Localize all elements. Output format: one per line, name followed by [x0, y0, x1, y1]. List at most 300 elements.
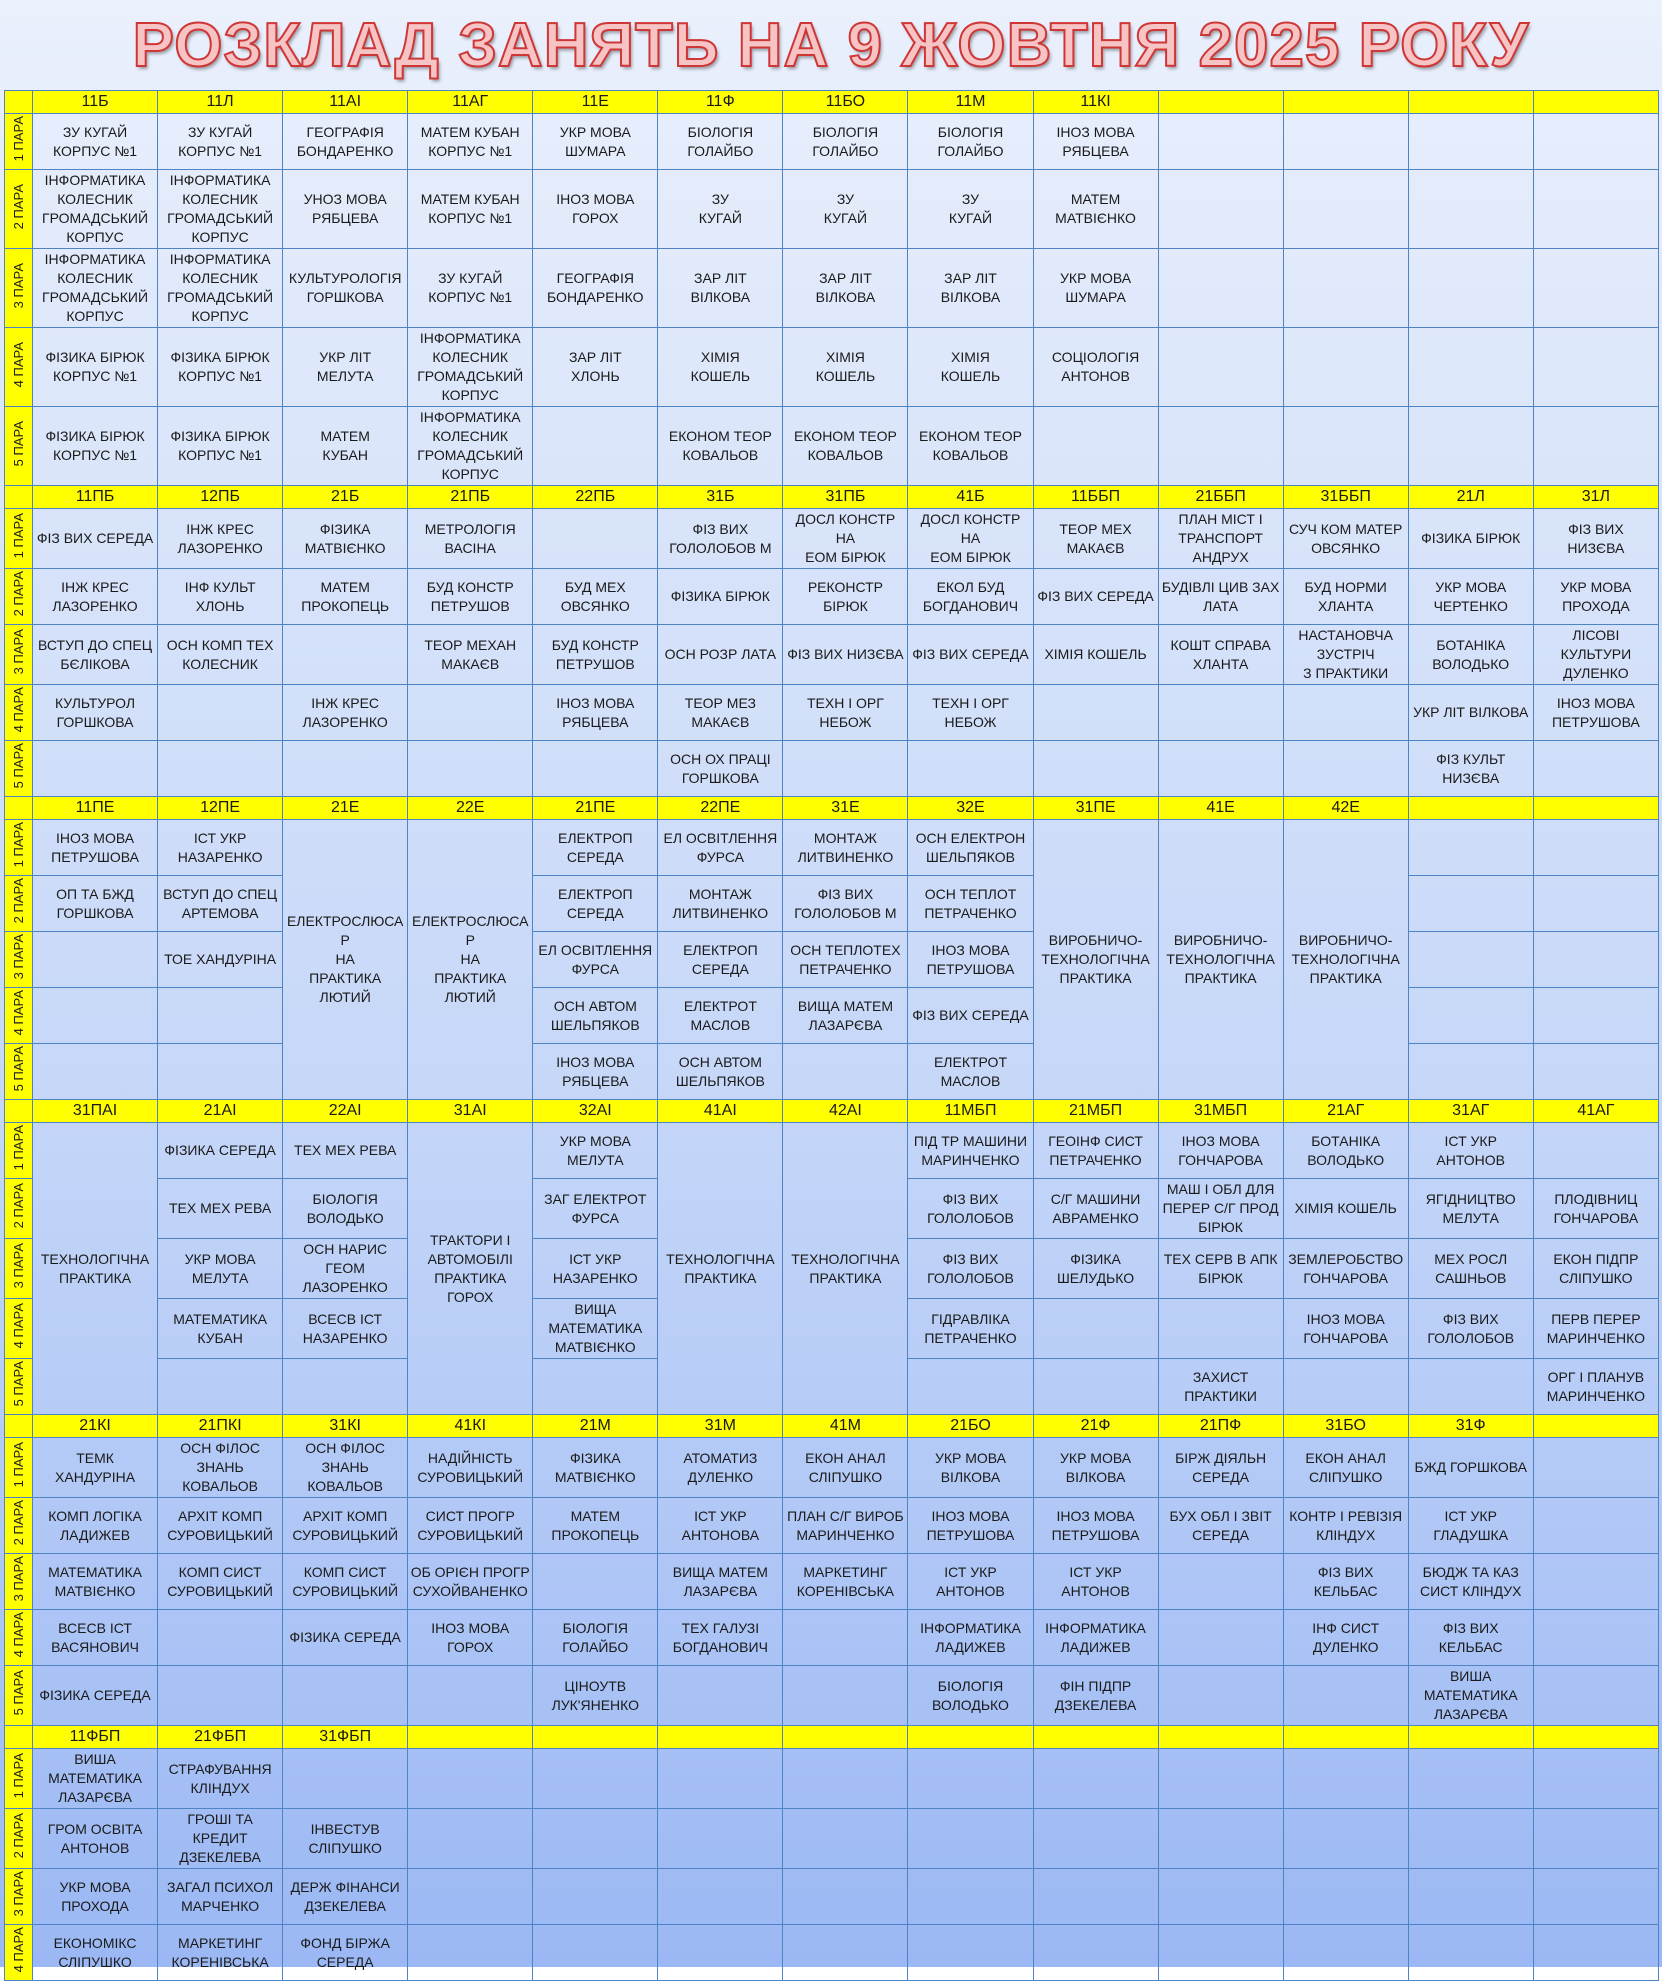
lesson-cell: [408, 1749, 533, 1809]
lesson-cell: БОТАНІКА ВОЛОДЬКО: [1408, 625, 1533, 685]
lesson-cell: УКР МОВА ЧЕРТЕНКО: [1408, 569, 1533, 625]
lesson-cell: ЗАГ ЕЛЕКТРОТ ФУРСА: [533, 1179, 658, 1239]
lesson-cell: [1283, 1359, 1408, 1415]
group-name: [908, 1726, 1033, 1749]
period-label: 4 ПАРА: [5, 1299, 33, 1359]
lesson-cell: ВСТУП ДО СПЕЦ АРТЕМОВА: [158, 876, 283, 932]
group-name: [408, 1726, 533, 1749]
lesson-cell: ОСН ЕЛЕКТРОН ШЕЛЬПЯКОВ: [908, 820, 1033, 876]
lesson-cell: [533, 1925, 658, 1981]
lesson-cell: [1158, 1554, 1283, 1610]
lesson-cell: ФІЗИКА БІРЮК КОРПУС №1: [33, 328, 158, 407]
lesson-cell: ФІЗ ВИХ ГОЛОЛОБОВ М: [658, 509, 783, 569]
lesson-cell: ФІЗ ВИХ ГОЛОЛОБОВ: [908, 1239, 1033, 1299]
header-corner: [5, 1726, 33, 1749]
lesson-cell: УКР МОВА ВІЛКОВА: [908, 1438, 1033, 1498]
lesson-cell: [1408, 328, 1533, 407]
lesson-cell: УКР МОВА ШУМАРА: [1033, 249, 1158, 328]
lesson-cell: [1283, 114, 1408, 170]
lesson-cell: [1158, 114, 1283, 170]
header-corner: [5, 1415, 33, 1438]
lesson-cell: ФІЗИКА СЕРЕДА: [158, 1123, 283, 1179]
lesson-cell: ЛІСОВІ КУЛЬТУРИ ДУЛЕНКО: [1533, 625, 1658, 685]
lesson-cell: ІНФОРМАТИКА ЛАДИЖЕВ: [1033, 1610, 1158, 1666]
lesson-cell: [1033, 1299, 1158, 1359]
group-name: [1408, 797, 1533, 820]
lesson-cell: ВИША МАТЕМАТИКА ЛАЗАРЄВА: [33, 1749, 158, 1809]
group-name: 31ПБ: [783, 486, 908, 509]
lesson-cell: [1533, 328, 1658, 407]
lesson-cell: ОСН ФІЛОС ЗНАНЬ КОВАЛЬОВ: [283, 1438, 408, 1498]
lesson-cell: [1408, 170, 1533, 249]
period-label: 5 ПАРА: [5, 1359, 33, 1415]
lesson-cell: ФІЗИКА БІРЮК: [1408, 509, 1533, 569]
group-name: 21ПКІ: [158, 1415, 283, 1438]
lesson-cell: УКР МОВА МЕЛУТА: [533, 1123, 658, 1179]
lesson-cell: ТЕОР МЕХ МАКАЄВ: [1033, 509, 1158, 569]
period-label: 3 ПАРА: [5, 249, 33, 328]
group-name: 11КІ: [1033, 91, 1158, 114]
lesson-cell: ФІЗИКА МАТВІЄНКО: [283, 509, 408, 569]
lesson-cell: [1408, 1809, 1533, 1869]
lesson-cell: [283, 625, 408, 685]
lesson-cell: КОМП СИСТ СУРОВИЦЬКИЙ: [283, 1554, 408, 1610]
period-label: 4 ПАРА: [5, 328, 33, 407]
group-name: [1283, 1726, 1408, 1749]
lesson-cell: ТЕОР МЕЗ МАКАЄВ: [658, 685, 783, 741]
lesson-cell: ЦІНОУТВ ЛУК'ЯНЕНКО: [533, 1666, 658, 1726]
lesson-cell: [1158, 249, 1283, 328]
lesson-cell: МОНТАЖ ЛИТВИНЕНКО: [658, 876, 783, 932]
group-name: 31КІ: [283, 1415, 408, 1438]
group-name: 32АІ: [533, 1100, 658, 1123]
lesson-cell: [908, 1925, 1033, 1981]
group-name: 21АГ: [1283, 1100, 1408, 1123]
period-label: 3 ПАРА: [5, 625, 33, 685]
lesson-cell: МАТЕМ МАТВІЄНКО: [1033, 170, 1158, 249]
lesson-cell: [783, 1044, 908, 1100]
group-name: 11ПЕ: [33, 797, 158, 820]
period-label: 3 ПАРА: [5, 1554, 33, 1610]
lesson-cell: [1408, 988, 1533, 1044]
group-name: 21ПБ: [408, 486, 533, 509]
period-row: [5, 685, 1659, 741]
lesson-cell: ФІЗ ВИХ КЕЛЬБАС: [1408, 1610, 1533, 1666]
lesson-cell: ФІЗ ВИХ СЕРЕДА: [908, 625, 1033, 685]
lesson-cell: ЗАР ЛІТ ВІЛКОВА: [658, 249, 783, 328]
lesson-cell: [1033, 685, 1158, 741]
group-name: 11БО: [783, 91, 908, 114]
group-name: 12ПБ: [158, 486, 283, 509]
lesson-cell: [158, 741, 283, 797]
period-label: 4 ПАРА: [5, 685, 33, 741]
lesson-cell: ЕКОН ПІДПР СЛІПУШКО: [1533, 1239, 1658, 1299]
group-header-row: [5, 91, 1659, 114]
group-name: 21ФБП: [158, 1726, 283, 1749]
lesson-cell: [33, 932, 158, 988]
group-name: 31БО: [1283, 1415, 1408, 1438]
lesson-cell: ЗУ КУГАЙ КОРПУС №1: [33, 114, 158, 170]
lesson-cell: [1533, 1044, 1658, 1100]
group-name: 21ПФ: [1158, 1415, 1283, 1438]
lesson-cell: [1408, 1869, 1533, 1925]
page-title: РОЗКЛАД ЗАНЯТЬ НА 9 ЖОВТНЯ 2025 РОКУ: [132, 10, 1530, 80]
lesson-cell: [1408, 249, 1533, 328]
lesson-cell: ІНОЗ МОВА ГОНЧАРОВА: [1283, 1299, 1408, 1359]
lesson-cell: ФІЗ ВИХ НИЗЄВА: [783, 625, 908, 685]
lesson-cell: ЕЛЕКТРОТ МАСЛОВ: [658, 988, 783, 1044]
group-name: 31АГ: [1408, 1100, 1533, 1123]
lesson-cell: КОШТ СПРАВА ХЛАНТА: [1158, 625, 1283, 685]
lesson-cell: МАТЕМ КУБАН: [283, 407, 408, 486]
lesson-cell: ПЛАН С/Г ВИРОБ МАРИНЧЕНКО: [783, 1498, 908, 1554]
group-header-row: [5, 486, 1659, 509]
lesson-cell: [533, 1869, 658, 1925]
period-label: 1 ПАРА: [5, 1438, 33, 1498]
lesson-cell: ФІЗИКА МАТВІЄНКО: [533, 1438, 658, 1498]
lesson-cell: [1533, 1925, 1658, 1981]
lesson-cell: СОЦІОЛОГІЯ АНТОНОВ: [1033, 328, 1158, 407]
lesson-cell: МАТЕМАТИКА КУБАН: [158, 1299, 283, 1359]
lesson-cell: ІСТ УКР АНТОНОВ: [1408, 1123, 1533, 1179]
group-name: 11Е: [533, 91, 658, 114]
lesson-cell: [1158, 328, 1283, 407]
lesson-cell: [1158, 741, 1283, 797]
lesson-cell: ОБ ОРІЄН ПРОГР СУХОЙВАНЕНКО: [408, 1554, 533, 1610]
lesson-cell: ТРАКТОРИ І АВТОМОБІЛІ ПРАКТИКА ГОРОХ: [408, 1123, 533, 1415]
group-name: [1033, 1726, 1158, 1749]
group-name: 21АІ: [158, 1100, 283, 1123]
lesson-cell: ЕКОН АНАЛ СЛІПУШКО: [1283, 1438, 1408, 1498]
lesson-cell: [1533, 741, 1658, 797]
lesson-cell: [533, 1359, 658, 1415]
lesson-cell: МАТЕМ КУБАН КОРПУС №1: [408, 170, 533, 249]
lesson-cell: БУХ ОБЛ І ЗВІТ СЕРЕДА: [1158, 1498, 1283, 1554]
lesson-cell: [1158, 1666, 1283, 1726]
lesson-cell: [1408, 876, 1533, 932]
lesson-cell: ЗАР ЛІТ ХЛОНЬ: [533, 328, 658, 407]
lesson-cell: БЖД ГОРШКОВА: [1408, 1438, 1533, 1498]
lesson-cell: [1533, 1123, 1658, 1179]
schedule-table: [4, 90, 1659, 1981]
lesson-cell: ІСТ УКР НАЗАРЕНКО: [158, 820, 283, 876]
lesson-cell: [158, 1666, 283, 1726]
lesson-cell: ВИЩА МАТЕМ ЛАЗАРЄВА: [783, 988, 908, 1044]
lesson-cell: КОМП СИСТ СУРОВИЦЬКИЙ: [158, 1554, 283, 1610]
lesson-cell: [1533, 988, 1658, 1044]
group-name: [1533, 1726, 1658, 1749]
lesson-cell: ФІЗ ВИХ НИЗЄВА: [1533, 509, 1658, 569]
period-row: [5, 114, 1659, 170]
lesson-cell: СИСТ ПРОГР СУРОВИЦЬКИЙ: [408, 1498, 533, 1554]
period-row: [5, 741, 1659, 797]
lesson-cell: ФІЗИКА БІРЮК КОРПУС №1: [33, 407, 158, 486]
lesson-cell: [1033, 741, 1158, 797]
lesson-cell: РЕКОНСТР БІРЮК: [783, 569, 908, 625]
period-row: [5, 1498, 1659, 1554]
lesson-cell: АРХІТ КОМП СУРОВИЦЬКИЙ: [158, 1498, 283, 1554]
lesson-cell: ІНОЗ МОВА РЯБЦЕВА: [533, 685, 658, 741]
lesson-cell: [1408, 1749, 1533, 1809]
header-corner: [5, 486, 33, 509]
lesson-cell: [1408, 1359, 1533, 1415]
group-name: [533, 1726, 658, 1749]
lesson-cell: НАДІЙНІСТЬ СУРОВИЦЬКИЙ: [408, 1438, 533, 1498]
lesson-cell: [408, 685, 533, 741]
lesson-cell: [283, 1359, 408, 1415]
group-name: 22ПБ: [533, 486, 658, 509]
lesson-cell: ІНОЗ МОВА ПЕТРУШОВА: [33, 820, 158, 876]
group-name: 21Ф: [1033, 1415, 1158, 1438]
group-name: 31ББП: [1283, 486, 1408, 509]
lesson-cell: [1533, 1749, 1658, 1809]
lesson-cell: ФІЗ ВИХ СЕРЕДА: [908, 988, 1033, 1044]
period-row: [5, 1554, 1659, 1610]
lesson-cell: ЕЛЕКТРОТ МАСЛОВ: [908, 1044, 1033, 1100]
lesson-cell: ЗАХИСТ ПРАКТИКИ: [1158, 1359, 1283, 1415]
lesson-cell: ТЕХНОЛОГІЧНА ПРАКТИКА: [658, 1123, 783, 1415]
lesson-cell: ІНВЕСТУВ СЛІПУШКО: [283, 1809, 408, 1869]
lesson-cell: ДОСЛ КОНСТР НА ЕОМ БІРЮК: [908, 509, 1033, 569]
period-row: [5, 1869, 1659, 1925]
lesson-cell: ІНФОРМАТИКА КОЛЕСНИК ГРОМАДСЬКИЙ КОРПУС: [408, 328, 533, 407]
lesson-cell: [408, 1666, 533, 1726]
lesson-cell: ЗУ КУГАЙ КОРПУС №1: [158, 114, 283, 170]
lesson-cell: [908, 1869, 1033, 1925]
group-name: 11МБП: [908, 1100, 1033, 1123]
lesson-cell: УКР МОВА ШУМАРА: [533, 114, 658, 170]
group-name: 31ПАІ: [33, 1100, 158, 1123]
period-label: 1 ПАРА: [5, 820, 33, 876]
lesson-cell: [1033, 1925, 1158, 1981]
lesson-cell: КУЛЬТУРОЛОГІЯ ГОРШКОВА: [283, 249, 408, 328]
lesson-cell: [1033, 1359, 1158, 1415]
lesson-cell: [1408, 407, 1533, 486]
group-name: 31Л: [1533, 486, 1658, 509]
lesson-cell: ХІМІЯ КОШЕЛЬ: [658, 328, 783, 407]
lesson-cell: [908, 1809, 1033, 1869]
lesson-cell: ГРОМ ОСВІТА АНТОНОВ: [33, 1809, 158, 1869]
lesson-cell: ТЕХ МЕХ РЕВА: [283, 1123, 408, 1179]
lesson-cell: БІОЛОГІЯ ГОЛАЙБО: [908, 114, 1033, 170]
lesson-cell: ГЕОІНФ СИСТ ПЕТРАЧЕНКО: [1033, 1123, 1158, 1179]
lesson-cell: [1158, 1869, 1283, 1925]
lesson-cell: МЕХ РОСЛ САШНЬОВ: [1408, 1239, 1533, 1299]
group-name: 31ПЕ: [1033, 797, 1158, 820]
group-name: 31Е: [783, 797, 908, 820]
lesson-cell: [1033, 1809, 1158, 1869]
lesson-cell: БІОЛОГІЯ ГОЛАЙБО: [783, 114, 908, 170]
period-row: [5, 988, 1659, 1044]
lesson-cell: [783, 741, 908, 797]
lesson-cell: [1283, 170, 1408, 249]
lesson-cell: ТОЕ ХАНДУРІНА: [158, 932, 283, 988]
lesson-cell: [1533, 876, 1658, 932]
lesson-cell: ІНОЗ МОВА ГОНЧАРОВА: [1158, 1123, 1283, 1179]
lesson-cell: ЕЛЕКТРОП СЕРЕДА: [533, 820, 658, 876]
lesson-cell: ВИЩА МАТЕМАТИКА МАТВІЄНКО: [533, 1299, 658, 1359]
lesson-cell: БУДІВЛІ ЦИВ ЗАХ ЛАТА: [1158, 569, 1283, 625]
lesson-cell: [283, 741, 408, 797]
lesson-cell: [283, 1749, 408, 1809]
lesson-cell: ІСТ УКР АНТОНОВ: [1033, 1554, 1158, 1610]
lesson-cell: ЕКОНОМІКС СЛІПУШКО: [33, 1925, 158, 1981]
lesson-cell: [1533, 1438, 1658, 1498]
lesson-cell: ЕКОНОМ ТЕОР КОВАЛЬОВ: [658, 407, 783, 486]
lesson-cell: БУД НОРМИ ХЛАНТА: [1283, 569, 1408, 625]
lesson-cell: [1533, 114, 1658, 170]
group-name: 12ПЕ: [158, 797, 283, 820]
group-name: 31Б: [658, 486, 783, 509]
period-row: [5, 1809, 1659, 1869]
group-name: [658, 1726, 783, 1749]
lesson-cell: ТЕХН І ОРГ НЕБОЖ: [783, 685, 908, 741]
lesson-cell: [658, 1666, 783, 1726]
lesson-cell: [1533, 932, 1658, 988]
lesson-cell: БІОЛОГІЯ ВОЛОДЬКО: [908, 1666, 1033, 1726]
lesson-cell: ЗУ КУГАЙ: [908, 170, 1033, 249]
lesson-cell: УКР ЛІТ ВІЛКОВА: [1408, 685, 1533, 741]
lesson-cell: ФІЗИКА БІРЮК: [658, 569, 783, 625]
lesson-cell: ФІЗ ВИХ СЕРЕДА: [1033, 569, 1158, 625]
lesson-cell: ОСН АВТОМ ШЕЛЬПЯКОВ: [658, 1044, 783, 1100]
lesson-cell: ГЕОГРАФІЯ БОНДАРЕНКО: [533, 249, 658, 328]
lesson-cell: ФІЗИКА БІРЮК КОРПУС №1: [158, 407, 283, 486]
lesson-cell: КОМП ЛОГІКА ЛАДИЖЕВ: [33, 1498, 158, 1554]
lesson-cell: [658, 1749, 783, 1809]
group-name: 11Л: [158, 91, 283, 114]
lesson-cell: [1533, 170, 1658, 249]
lesson-cell: ТЕХН І ОРГ НЕБОЖ: [908, 685, 1033, 741]
lesson-cell: С/Г МАШИНИ АВРАМЕНКО: [1033, 1179, 1158, 1239]
lesson-cell: УКР МОВА ПРОХОДА: [1533, 569, 1658, 625]
lesson-cell: [1533, 1869, 1658, 1925]
lesson-cell: ДЕРЖ ФІНАНСИ ДЗЕКЕЛЕВА: [283, 1869, 408, 1925]
lesson-cell: МАТЕМАТИКА МАТВІЄНКО: [33, 1554, 158, 1610]
lesson-cell: [658, 1925, 783, 1981]
period-row: [5, 509, 1659, 569]
header-corner: [5, 1100, 33, 1123]
lesson-cell: ГІДРАВЛІКА ПЕТРАЧЕНКО: [908, 1299, 1033, 1359]
period-label: 5 ПАРА: [5, 1666, 33, 1726]
lesson-cell: ФІЗИКА СЕРЕДА: [33, 1666, 158, 1726]
lesson-cell: [783, 1809, 908, 1869]
period-label: 1 ПАРА: [5, 1749, 33, 1809]
group-name: 41КІ: [408, 1415, 533, 1438]
lesson-cell: СУЧ КОМ МАТЕР ОВСЯНКО: [1283, 509, 1408, 569]
lesson-cell: ІНФОРМАТИКА КОЛЕСНИК ГРОМАДСЬКИЙ КОРПУС: [158, 170, 283, 249]
lesson-cell: [283, 1666, 408, 1726]
lesson-cell: ОСН КОМП ТЕХ КОЛЕСНИК: [158, 625, 283, 685]
lesson-cell: [783, 1610, 908, 1666]
lesson-cell: [1283, 1925, 1408, 1981]
lesson-cell: [1033, 407, 1158, 486]
lesson-cell: ФІЗ ВИХ ГОЛОЛОБОВ М: [783, 876, 908, 932]
header-corner: [5, 797, 33, 820]
lesson-cell: [158, 988, 283, 1044]
lesson-cell: ІСТ УКР НАЗАРЕНКО: [533, 1239, 658, 1299]
lesson-cell: [908, 741, 1033, 797]
lesson-cell: [1408, 932, 1533, 988]
lesson-cell: [1408, 820, 1533, 876]
group-name: 41АГ: [1533, 1100, 1658, 1123]
group-name: 21БО: [908, 1415, 1033, 1438]
lesson-cell: [908, 1749, 1033, 1809]
group-name: 31Ф: [1408, 1415, 1533, 1438]
period-row: [5, 1123, 1659, 1179]
lesson-cell: ФІН ПІДПР ДЗЕКЕЛЕВА: [1033, 1666, 1158, 1726]
lesson-cell: ТЕХНОЛОГІЧНА ПРАКТИКА: [33, 1123, 158, 1415]
lesson-cell: ФІЗИКА ШЕЛУДЬКО: [1033, 1239, 1158, 1299]
period-label: 2 ПАРА: [5, 170, 33, 249]
period-row: [5, 1666, 1659, 1726]
lesson-cell: ОРГ І ПЛАНУВ МАРИНЧЕНКО: [1533, 1359, 1658, 1415]
lesson-cell: СТРАФУВАННЯ КЛІНДУХ: [158, 1749, 283, 1809]
period-row: [5, 820, 1659, 876]
period-label: 1 ПАРА: [5, 1123, 33, 1179]
period-row: [5, 1610, 1659, 1666]
lesson-cell: ІНФ СИСТ ДУЛЕНКО: [1283, 1610, 1408, 1666]
lesson-cell: МАРКЕТИНГ КОРЕНІВСЬКА: [158, 1925, 283, 1981]
lesson-cell: ГРОШІ ТА КРЕДИТ ДЗЕКЕЛЕВА: [158, 1809, 283, 1869]
period-label: 2 ПАРА: [5, 876, 33, 932]
lesson-cell: [1283, 249, 1408, 328]
lesson-cell: БУД КОНСТР ПЕТРУШОВ: [533, 625, 658, 685]
lesson-cell: ІСТ УКР ГЛАДУШКА: [1408, 1498, 1533, 1554]
lesson-cell: [408, 1869, 533, 1925]
group-name: 11Ф: [658, 91, 783, 114]
period-label: 2 ПАРА: [5, 1179, 33, 1239]
group-name: 21ББП: [1158, 486, 1283, 509]
lesson-cell: [783, 1749, 908, 1809]
lesson-cell: ВСЕСВ ІСТ ВАСЯНОВИЧ: [33, 1610, 158, 1666]
lesson-cell: УКР МОВА МЕЛУТА: [158, 1239, 283, 1299]
group-name: 21МБП: [1033, 1100, 1158, 1123]
lesson-cell: ФІЗ КУЛЬТ НИЗЄВА: [1408, 741, 1533, 797]
lesson-cell: МЕТРОЛОГІЯ ВАСІНА: [408, 509, 533, 569]
lesson-cell: [1283, 1666, 1408, 1726]
lesson-cell: [1533, 1809, 1658, 1869]
lesson-cell: ДОСЛ КОНСТР НА ЕОМ БІРЮК: [783, 509, 908, 569]
lesson-cell: ЗАР ЛІТ ВІЛКОВА: [783, 249, 908, 328]
group-name: 41АІ: [658, 1100, 783, 1123]
period-row: [5, 1749, 1659, 1809]
lesson-cell: ПЛОДІВНИЦ ГОНЧАРОВА: [1533, 1179, 1658, 1239]
lesson-cell: [33, 1044, 158, 1100]
period-row: [5, 407, 1659, 486]
lesson-cell: ФІЗ ВИХ ГОЛОЛОБОВ: [908, 1179, 1033, 1239]
lesson-cell: [1533, 1610, 1658, 1666]
lesson-cell: [1533, 249, 1658, 328]
lesson-cell: БЮДЖ ТА КАЗ СИСТ КЛІНДУХ: [1408, 1554, 1533, 1610]
period-row: [5, 1438, 1659, 1498]
lesson-cell: БІОЛОГІЯ ГОЛАЙБО: [658, 114, 783, 170]
lesson-cell: [1158, 170, 1283, 249]
lesson-cell: ІНФОРМАТИКА КОЛЕСНИК ГРОМАДСЬКИЙ КОРПУС: [33, 249, 158, 328]
lesson-cell: ЕЛЕКТРОП СЕРЕДА: [658, 932, 783, 988]
lesson-cell: [1158, 685, 1283, 741]
lesson-cell: БУД МЕХ ОВСЯНКО: [533, 569, 658, 625]
lesson-cell: ОСН РОЗР ЛАТА: [658, 625, 783, 685]
period-label: 2 ПАРА: [5, 1498, 33, 1554]
lesson-cell: [408, 1925, 533, 1981]
period-row: [5, 1925, 1659, 1981]
lesson-cell: [1283, 1809, 1408, 1869]
lesson-cell: ЗУ КУГАЙ КОРПУС №1: [408, 249, 533, 328]
lesson-cell: МАТЕМ КУБАН КОРПУС №1: [408, 114, 533, 170]
group-name: 21М: [533, 1415, 658, 1438]
lesson-cell: ЗЕМЛЕРОБСТВО ГОНЧАРОВА: [1283, 1239, 1408, 1299]
